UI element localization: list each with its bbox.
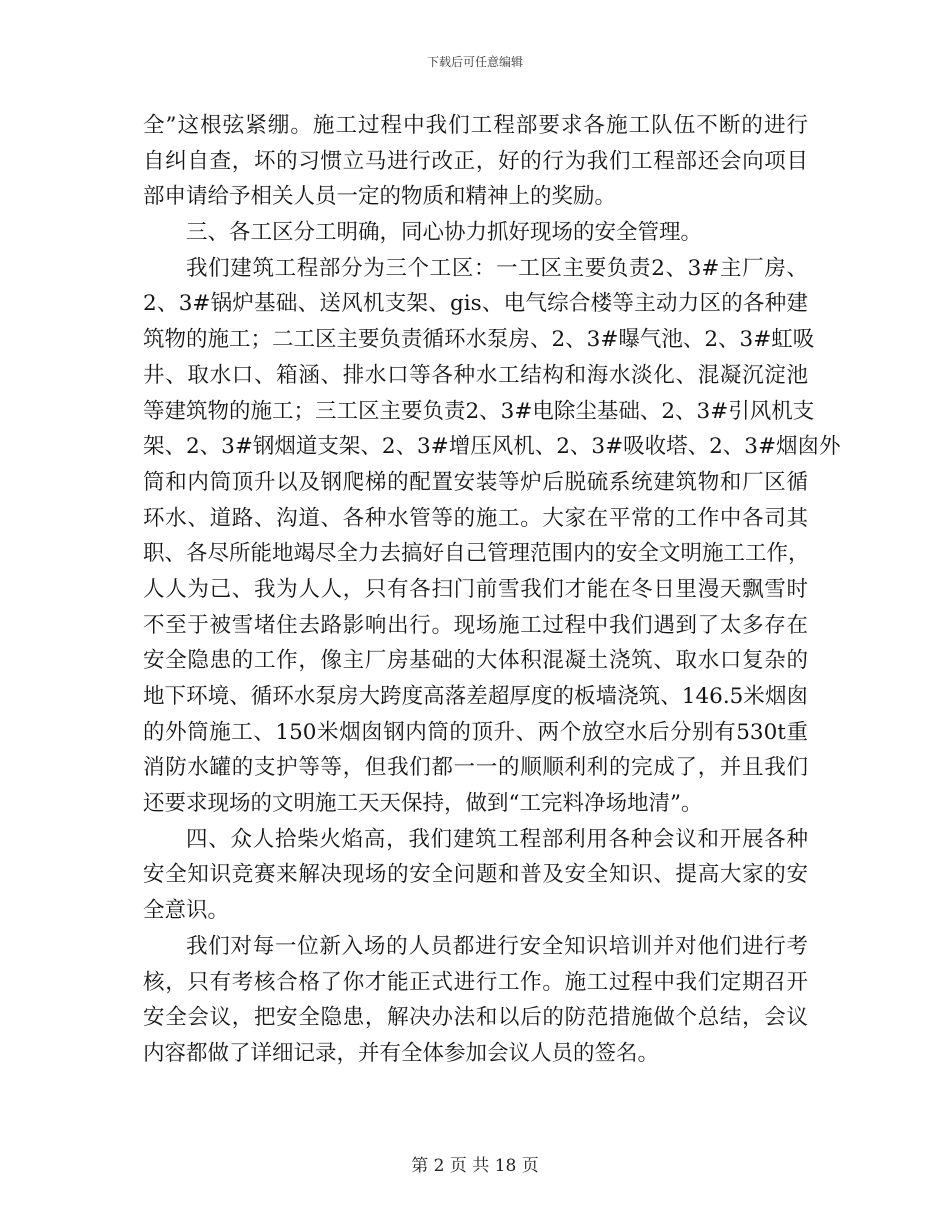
text-line: 筒和内筒顶升以及钢爬梯的配置安装等炉后脱硫系统建筑物和厂区循 [143, 469, 808, 495]
text-line: 部申请给予相关人员一定的物质和精神上的奖励。 [143, 184, 617, 210]
section-heading: 四、众人拾柴火焰高，我们建筑工程部利用各种会议和开展各种 [186, 826, 808, 852]
text-line: 的外筒施工、150米烟囱钢内筒的顶升、两个放空水后分别有530t重 [143, 719, 808, 745]
text-line: 筑物的施工；二工区主要负责循环水泵房、2、3#曝气池、2、3#虹吸 [143, 327, 815, 353]
text-line: 安全隐患的工作，像主厂房基础的大体积混凝土浇筑、取水口复杂的 [143, 648, 808, 674]
text-line: 架、2、3#钢烟道支架、2、3#增压风机、2、3#吸收塔、2、3#烟囱外 [143, 434, 841, 460]
text-line: 自纠自查，坏的习惯立马进行改正，好的行为我们工程部还会向项目 [143, 148, 808, 174]
text-line: 内容都做了详细记录，并有全体参加会议人员的签名。 [143, 1040, 660, 1066]
text-line: 我们对每一位新入场的人员都进行安全知识培训并对他们进行考 [186, 933, 808, 959]
page-header: 下载后可任意编辑 [426, 55, 523, 69]
text-line: 环水、道路、沟道、各种水管等的施工。大家在平常的工作中各司其 [143, 505, 808, 531]
text-line: 等建筑物的施工；三工区主要负责2、3#电除尘基础、2、3#引风机支 [143, 398, 815, 424]
section-heading: 三、各工区分工明确，同心协力抓好现场的安全管理。 [186, 220, 703, 246]
text-line: 核，只有考核合格了你才能正式进行工作。施工过程中我们定期召开 [143, 969, 808, 995]
text-line: 安全会议，把安全隐患，解决办法和以后的防范措施做个总结，会议 [143, 1005, 808, 1031]
text-line: 我们建筑工程部分为三个工区：一工区主要负责2、3#主厂房、 [186, 255, 808, 281]
text-line: 井、取水口、箱涵、排水口等各种水工结构和海水淡化、混凝沉淀池 [143, 362, 808, 388]
text-line: 地下环境、循环水泵房大跨度高落差超厚度的板墙浇筑、146.5米烟囱 [143, 684, 808, 709]
text-line: 全”这根弦紧绷。施工过程中我们工程部要求各施工队伍不断的进行 [143, 113, 808, 138]
text-line: 职、各尽所能地竭尽全力去搞好自己管理范围内的安全文明施工工作， [143, 541, 810, 567]
page-number: 第 2 页 共 18 页 [411, 1156, 539, 1176]
text-line: 消防水罐的支护等等，但我们都一一的顺顺利利的完成了，并且我们 [143, 755, 808, 781]
document-body [143, 108, 841, 1072]
text-line: 还要求现场的文明施工天天保持，做到“工完料净场地清”。 [143, 791, 703, 817]
text-line: 人人为己、我为人人，只有各扫门前雪我们才能在冬日里漫天飘雪时 [143, 576, 808, 602]
text-line: 不至于被雪堵住去路影响出行。现场施工过程中我们遇到了太多存在 [143, 612, 808, 638]
text-line: 全意识。 [143, 898, 230, 924]
text-line: 安全知识竞赛来解决现场的安全问题和普及安全知识、提高大家的安 [143, 862, 808, 888]
text-line: 2、3#锅炉基础、送风机支架、gis、电气综合楼等主动力区的各种建 [143, 291, 808, 317]
